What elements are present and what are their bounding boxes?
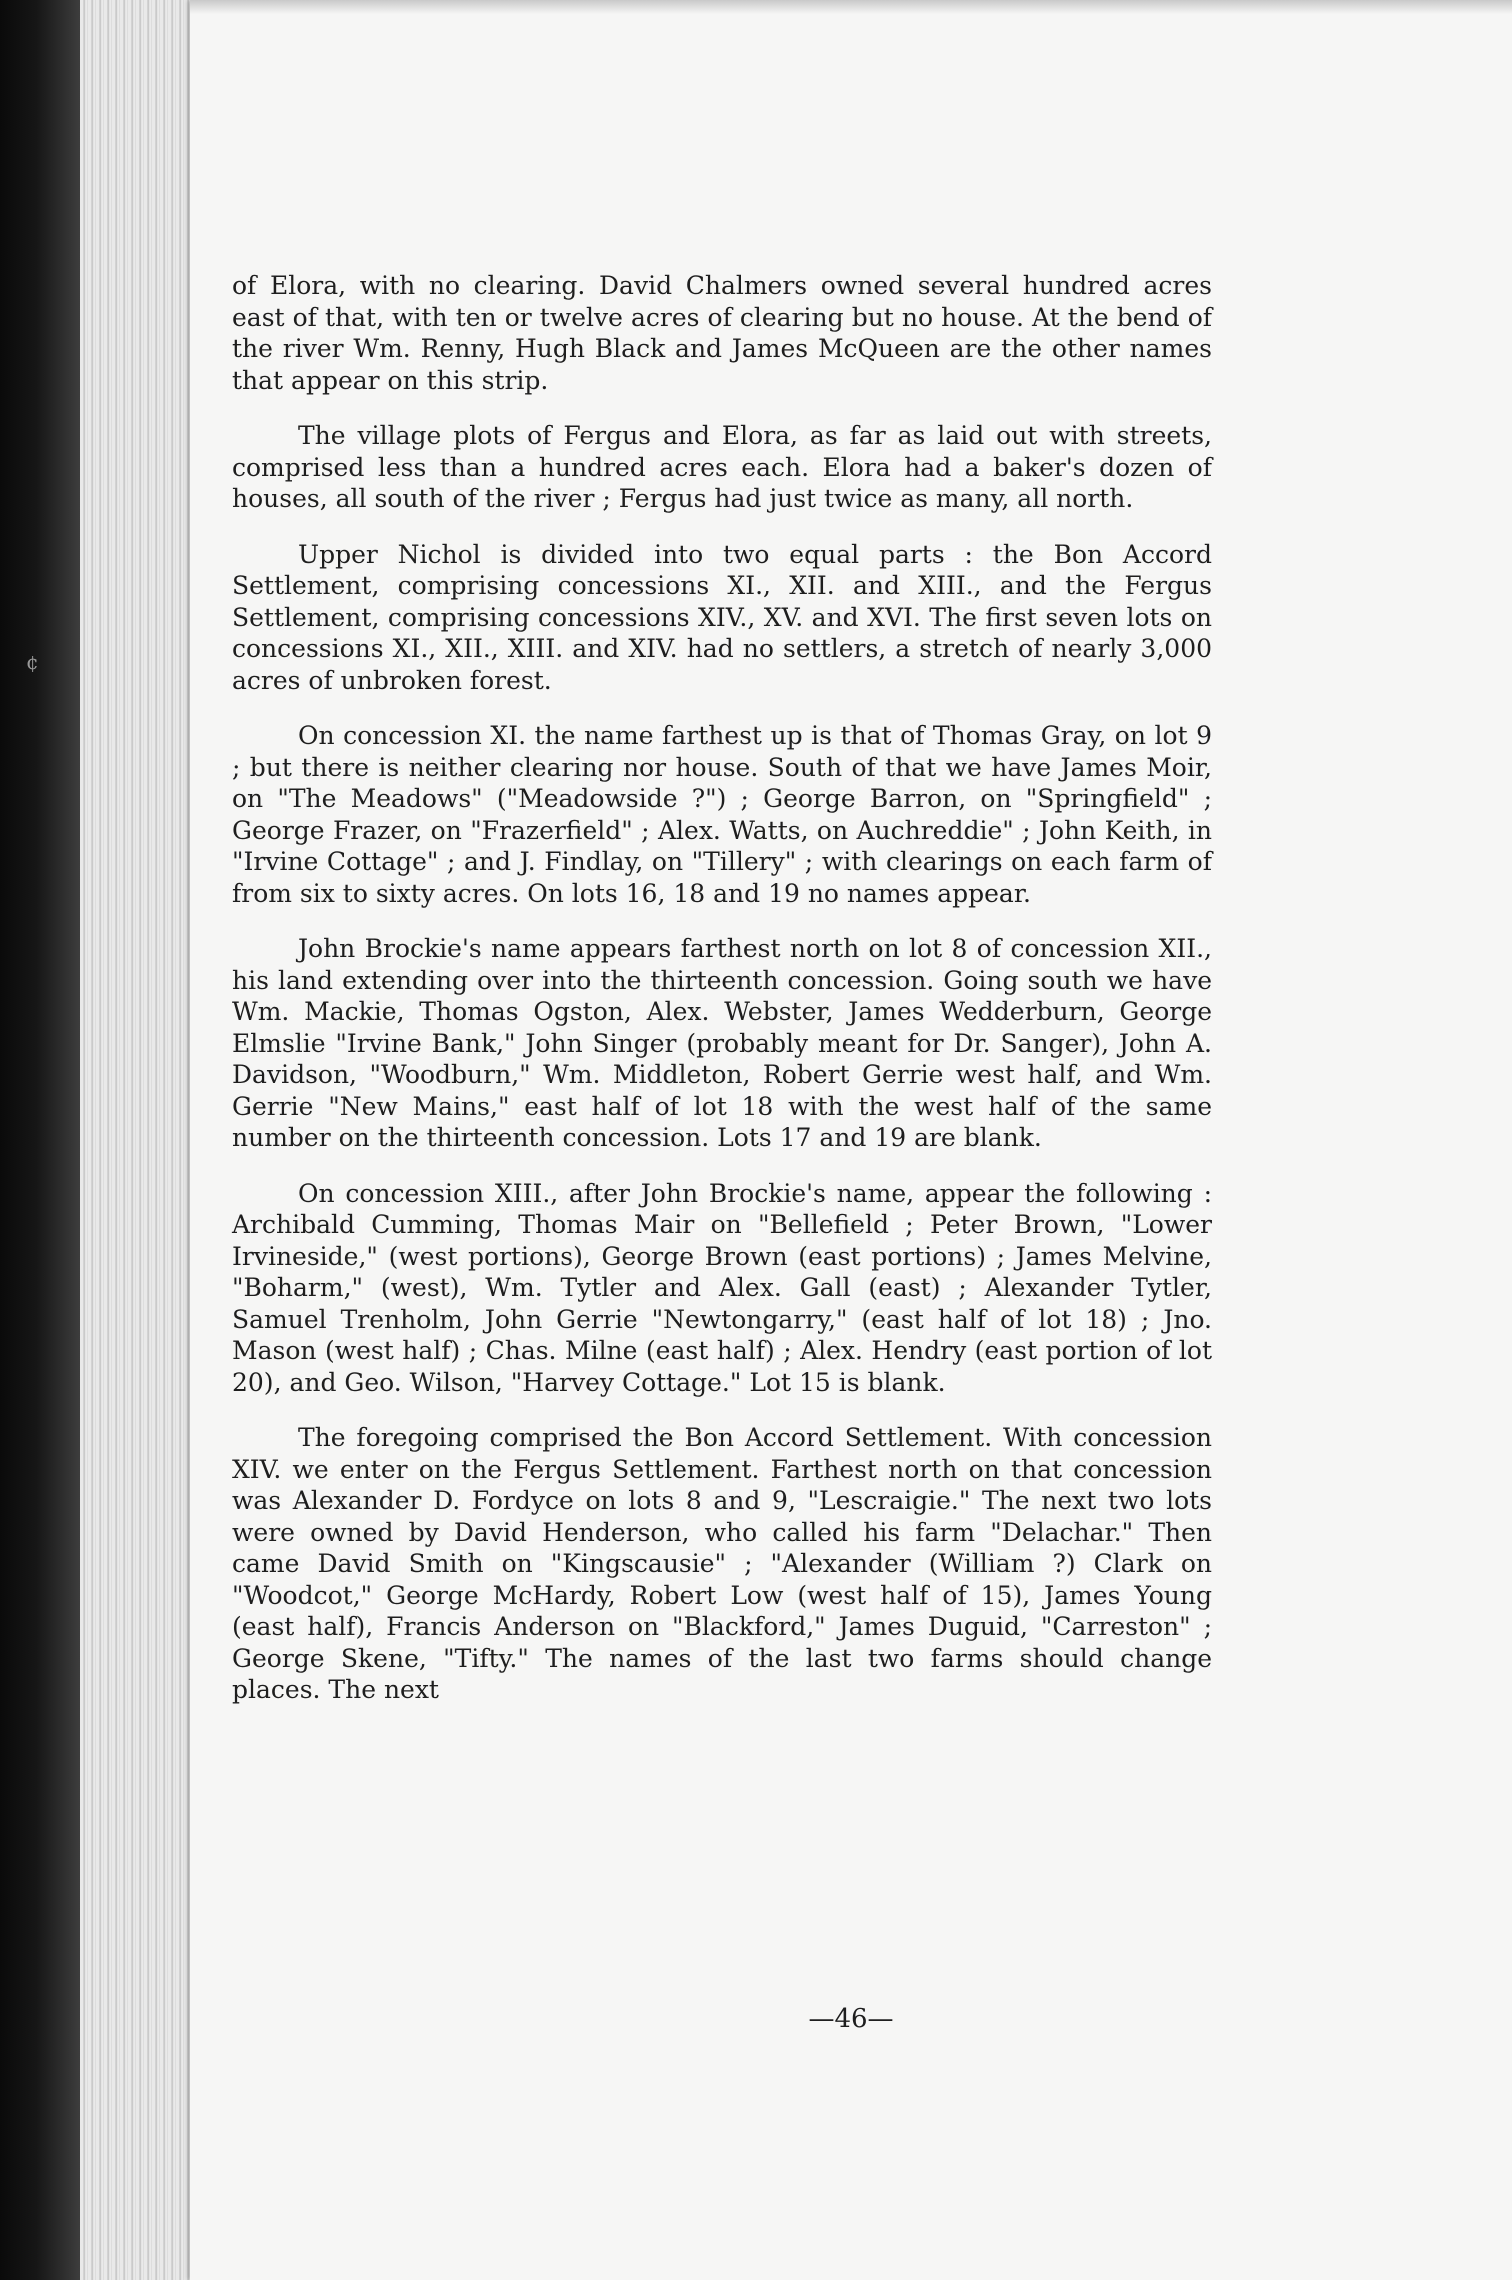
page-stack-edges — [80, 0, 190, 2280]
scan-dark-border — [0, 0, 80, 2280]
page-number: —46— — [808, 2004, 894, 2034]
margin-mark: ¢ — [26, 650, 39, 674]
paragraph-elora-clearing: of Elora, with no clearing. David Chalmers owned several hundred acres east of that, with ten or twelve acres of clearing but no house. At the bend of the river Wm. Renny, Hugh Black and James McQueen are the other names that appear on this strip. — [232, 271, 1212, 395]
page-top-shadow — [190, 0, 1512, 14]
paragraph-concession-xi: On concession XI. the name farthest up is that of Thomas Gray, on lot 9 ; but there is neither clearing nor house. South of that we have James Moir, on "The Meadows" ("Meadowside ?") ; George Barron, on "Springfield" ; George Frazer, on "Frazerfield" ; Alex. Watts, on Auchreddie" ; John Keith, in "Irvine Cottage" ; and J. Findlay, on "Tillery" ; with clearings on each farm of from six to sixty acres. On lots 16, 18 and 19 no names appear. — [232, 721, 1212, 908]
paragraph-concession-xiii: On concession XIII., after John Brockie's name, appear the following : Archibald Cumming, Thomas Mair on "Bellefield ; Peter Brown, "Lower Irvineside," (west portions), George Brown (east portions) ; James Melvine, "Boharm," (west), Wm. Tytler and Alex. Gall (east) ; Alexander Tytler, Samuel Trenholm, John Gerrie "Newtongarry," (east half of lot 18) ; Jno. Mason (west half) ; Chas. Milne (east half) ; Alex. Hendry (east portion of lot 20), and Geo. Wilson, "Harvey Cottage." Lot 15 is blank. — [232, 1178, 1212, 1397]
body-text — [232, 270, 1212, 1730]
paragraph-fergus-settlement: The foregoing comprised the Bon Accord Settlement. With concession XIV. we enter on the Fergus Settlement. Farthest north on that concession was Alexander D. Fordyce on lots 8 and 9, "Lescraigie." The next two lots were owned by David Henderson, who called his farm "Delachar." Then came David Smith on "Kingscausie" ; "Alexander (William ?) Clark on "Woodcot," George McHardy, Robert Low (west half of 15), James Young (east half), Francis Anderson on "Blackford," James Duguid, "Carreston" ; George Skene, "Tifty." The names of the last two farms should change places. The next — [232, 1423, 1212, 1704]
paragraph-upper-nichol: Upper Nichol is divided into two equal parts : the Bon Accord Settlement, comprising concessions XI., XII. and XIII., and the Fergus Settlement, comprising concessions XIV., XV. and XVI. The first seven lots on concessions XI., XII., XIII. and XIV. had no settlers, a stretch of nearly 3,000 acres of unbroken forest. — [232, 539, 1212, 695]
paragraph-concession-xii: John Brockie's name appears farthest north on lot 8 of concession XII., his land extending over into the thirteenth concession. Going south we have Wm. Mackie, Thomas Ogston, Alex. Webster, James Wedderburn, George Elmslie "Irvine Bank," John Singer (probably meant for Dr. Sanger), John A. Davidson, "Woodburn," Wm. Middleton, Robert Gerrie west half, and Wm. Gerrie "New Mains," east half of lot 18 with the west half of the same number on the thirteenth concession. Lots 17 and 19 are blank. — [232, 934, 1212, 1152]
paragraph-village-plots: The village plots of Fergus and Elora, as far as laid out with streets, comprised less than a hundred acres each. Elora had a baker's dozen of houses, all south of the river ; Fergus had just twice as many, all north. — [232, 421, 1212, 513]
